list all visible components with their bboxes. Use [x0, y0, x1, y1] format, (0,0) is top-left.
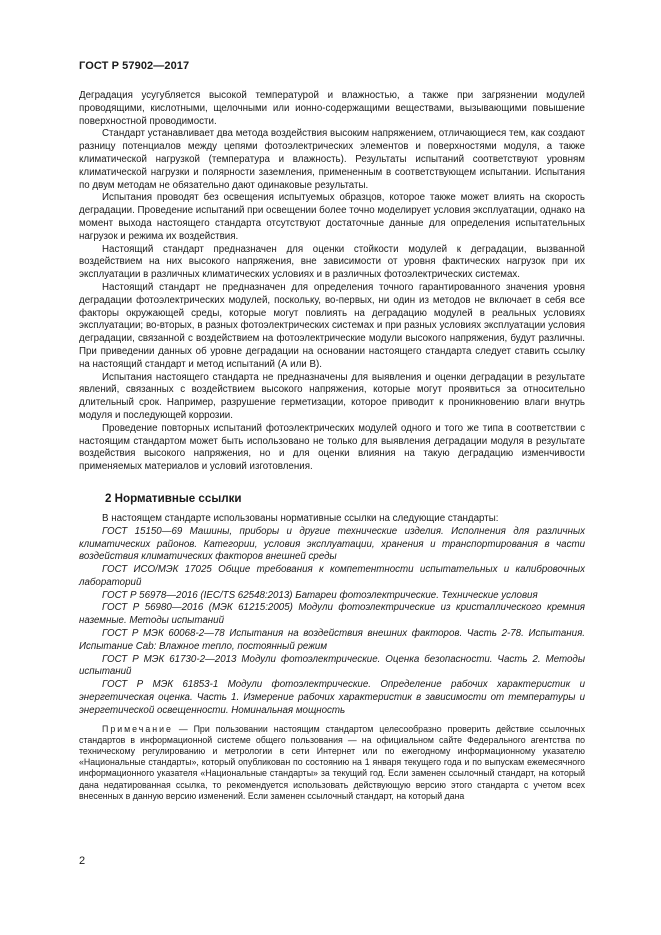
paragraph: Настоящий стандарт предназначен для оценки стойкости модулей к деградации, вызванной воздействием на них высокого напряжения, вне зависимости от уровня фактических нагрузок при их эксплуатации в различных климатических условиях и в различных фотоэлектрических системах.	[79, 243, 585, 281]
section-title: 2 Нормативные ссылки	[105, 491, 242, 505]
reference-item: ГОСТ Р 56978—2016 (IEC/TS 62548:2013) Батареи фотоэлектрические. Технические условия	[102, 589, 538, 601]
reference-item: ГОСТ 15150—69 Машины, приборы и другие технические изделия. Исполнения для различных климатических районов. Категории, условия эксплуатации, хранения и транспортирования в части воздействия климатических факторов внешней среды	[79, 525, 585, 563]
reference-item: ГОСТ Р МЭК 61730-2—2013 Модули фотоэлектрические. Оценка безопасности. Часть 2. Методы испытаний	[79, 653, 585, 678]
paragraph: Настоящий стандарт не предназначен для определения точного гарантированного значения уровня деградации фотоэлектрических модулей, поскольку, во-первых, ни один из методов не включает в себя все факторы окружающей среды, которые могут повлиять на деградацию модулей в реальных условиях эксплуатации; во-вторых, в разных фотоэлектрических системах и при разных условиях эксплуатации условия деградации, связанной с воздействием на фотоэлектрические модули высокого напряжения, будут различны. При приведении данных об уровне деградации на основании настоящего стандарта следует ставить ссылку на настоящий стандарт и метод испытаний (А или В).	[79, 281, 585, 370]
paragraph: Проведение повторных испытаний фотоэлектрических модулей одного и того же типа в соответствии с настоящим стандартом может быть использовано не только для выявления деградации модуля в результате воздействия высокого напряжения, но и для оценки влияния на такую деградацию изменчивости применяемых материалов и условий изготовления.	[79, 422, 585, 473]
note-text: — При пользовании настоящим стандартом целесообразно проверить действие ссылочных стандартов в информационной системе общего пользования — на официальном сайте Федерального агентства по техническому регулированию и метрологии в сети Интернет или по ежегодному информационному указателю «Национальные стандарты», который опубликован по состоянию на 1 января текущего года и по выпускам ежемесячного информационного указателя «Национальные стандарты» за текущий год. Если заменен ссылочный стандарт, на который дана недатированная ссылка, то рекомендуется использовать действующую версию этого стандарта с учетом всех внесенных в данную версию изменений. Если заменен ссылочный стандарт, на который дана	[79, 723, 585, 801]
note-label: Примечание	[102, 723, 173, 734]
reference-item: ГОСТ Р МЭК 61853-1 Модули фотоэлектрические. Определение рабочих характеристик и энергетическая оценка. Часть 1. Измерение рабочих характеристик в зависимости от температуры и энергетической освещенности. Номинальная мощность	[79, 679, 585, 716]
note	[79, 724, 585, 802]
paragraph: Деградация усугубляется высокой температурой и влажностью, а также при загрязнении модулей проводящими, кислотными, щелочными или ионно-содержащими веществами, вызывающими повышение поверхностной проводимости.	[79, 90, 585, 127]
paragraph: Испытания проводят без освещения испытуемых образцов, которое также может влиять на скорость деградации. Проведение испытаний при освещении более точно моделирует условия эксплуатации, однако на момент выхода настоящего стандарта отсутствуют достаточные данные для определения испытательных нагрузок и режима их воздействия.	[79, 192, 585, 242]
document-header: ГОСТ Р 57902—2017	[79, 60, 190, 72]
paragraph: Стандарт устанавливает два метода воздействия высоким напряжением, отличающиеся тем, как создают разницу потенциалов между цепями фотоэлектрических элементов и поверхностями модуля, а также климатической нагрузкой (температура и влажность). Результаты испытаний соответствуют уровням климатической нагрузки и полярности заземления, примененным в соответствующем испытании. Испытания по двум методам не обязательно дают одинаковые результаты.	[79, 128, 585, 191]
page-number: 2	[79, 855, 86, 867]
document-body	[79, 90, 585, 802]
reference-item: ГОСТ Р МЭК 60068-2—78 Испытания на воздействия внешних факторов. Часть 2-78. Испытания. Испытание Cab: Влажное тепло, постоянный режим	[79, 628, 585, 652]
section-intro: В настоящем стандарте использованы нормативные ссылки на следующие стандарты:	[102, 512, 499, 524]
paragraph: Испытания настоящего стандарта не предназначены для выявления и оценки деградации в результате явлений, связанных с воздействием высокого напряжения, которые могут проявиться за относительно длительный срок. Например, разрушение герметизации, которое приводит к проникновению влаги внутрь модуля и последующей коррозии.	[79, 371, 585, 421]
reference-item: ГОСТ ИСО/МЭК 17025 Общие требования к компетентности испытательных и калибровочных лабораторий	[79, 564, 585, 588]
reference-item: ГОСТ Р 56980—2016 (МЭК 61215:2005) Модули фотоэлектрические из кристаллического кремния наземные. Методы испытаний	[79, 602, 585, 627]
